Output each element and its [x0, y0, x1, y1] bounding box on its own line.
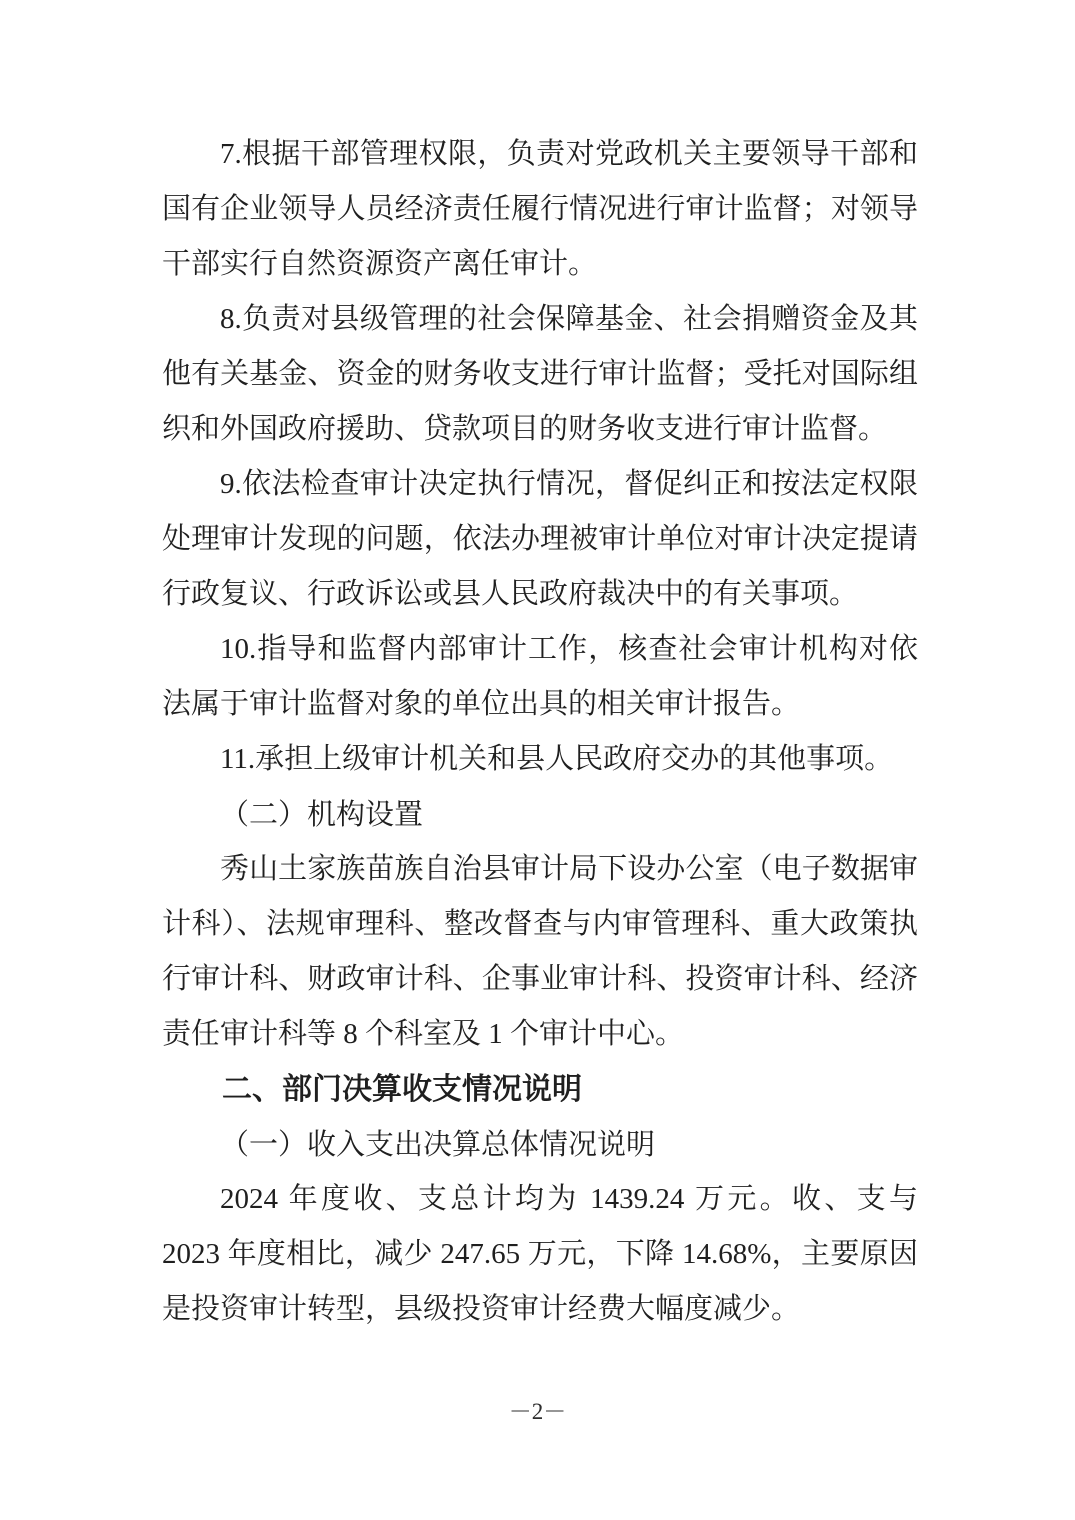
document-body: [162, 127, 918, 1337]
sub-heading: （一）收入支出决算总体情况说明: [220, 1127, 656, 1161]
body-paragraph: 10.指导和监督内部审计工作，核查社会审计机构对依法属于审计监督对象的单位出具的相关审计报告。: [162, 633, 918, 720]
page-number: －2－: [508, 1399, 567, 1424]
body-paragraph: 7.根据干部管理权限，负责对党政机关主要领导干部和国有企业领导人员经济责任履行情况进行审计监督；对领导干部实行自然资源资产离任审计。: [162, 138, 918, 280]
body-paragraph: 11.承担上级审计机关和县人民政府交办的其他事项。: [220, 743, 894, 775]
page-footer: [0, 1393, 1075, 1426]
section-heading: 二、部门决算收支情况说明: [222, 1073, 582, 1106]
body-paragraph: 秀山土家族苗族自治县审计局下设办公室（电子数据审计科）、法规审理科、整改督查与内审管理科、重大政策执行审计科、财政审计科、企事业审计科、投资审计科、经济责任审计科等 8 个科室及 1 个审计中心。: [162, 853, 918, 1050]
body-paragraph: 9.依法检查审计决定执行情况，督促纠正和按法定权限处理审计发现的问题，依法办理被审计单位对审计决定提请行政复议、行政诉讼或县人民政府裁决中的有关事项。: [162, 468, 918, 610]
sub-heading: （二）机构设置: [220, 797, 424, 831]
body-paragraph: 2024 年度收、支总计均为 1439.24 万元。收、支与 2023 年度相比，减少 247.65 万元，下降 14.68%，主要原因是投资审计转型，县级投资审计经费大幅度减少。: [162, 1183, 918, 1325]
body-paragraph: 8.负责对县级管理的社会保障基金、社会捐赠资金及其他有关基金、资金的财务收支进行审计监督；受托对国际组织和外国政府援助、贷款项目的财务收支进行审计监督。: [162, 303, 918, 445]
